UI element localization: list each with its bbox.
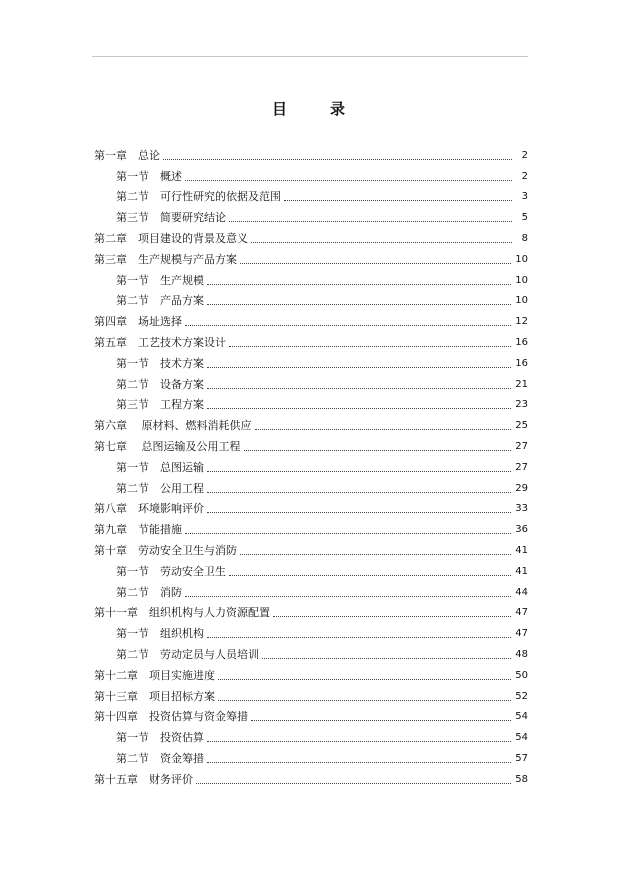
toc-dot-leader (207, 512, 511, 513)
toc-section-entry[interactable] (94, 392, 528, 413)
toc-page-number: 21 (515, 378, 528, 390)
toc-entry-label: 第一节 总图运输 (116, 460, 204, 474)
toc-section-entry[interactable] (94, 579, 528, 600)
toc-chapter-entry[interactable] (94, 662, 528, 683)
toc-section-entry[interactable] (94, 204, 528, 225)
toc-entry-label: 第四章 场址选择 (94, 315, 182, 329)
toc-chapter-entry[interactable] (94, 683, 528, 704)
toc-dot-leader (207, 408, 511, 409)
toc-entry-label: 第七章 总图运输及公用工程 (94, 439, 241, 453)
toc-entry-label: 第十章 劳动安全卫生与消防 (94, 543, 237, 557)
toc-dot-leader (163, 159, 512, 160)
toc-dot-leader (196, 783, 511, 784)
table-of-contents (94, 142, 528, 787)
toc-entry-label: 第一节 概述 (116, 169, 182, 183)
toc-chapter-entry[interactable] (94, 329, 528, 350)
toc-entry-label: 第一节 生产规模 (116, 273, 204, 287)
toc-page-number: 16 (515, 336, 528, 348)
toc-entry-label: 第十二章 项目实施进度 (94, 668, 215, 682)
toc-chapter-entry[interactable] (94, 412, 528, 433)
toc-page-number: 27 (515, 440, 528, 452)
toc-entry-label: 第六章 原材料、燃料消耗供应 (94, 419, 252, 433)
toc-dot-leader (207, 741, 511, 742)
toc-entry-label: 第二节 劳动定员与人员培训 (116, 647, 259, 661)
toc-dot-leader (207, 284, 511, 285)
toc-dot-leader (185, 325, 511, 326)
toc-dot-leader (207, 471, 511, 472)
toc-page-number: 10 (515, 295, 528, 307)
toc-dot-leader (273, 616, 511, 617)
toc-section-entry[interactable] (94, 724, 528, 745)
toc-dot-leader (207, 304, 511, 305)
toc-dot-leader (207, 492, 511, 493)
toc-dot-leader (229, 221, 512, 222)
toc-page-number: 2 (521, 170, 528, 182)
toc-section-entry[interactable] (94, 641, 528, 662)
toc-entry-label: 第十四章 投资估算与资金筹措 (94, 710, 248, 724)
toc-page-number: 23 (515, 399, 528, 411)
toc-chapter-entry[interactable] (94, 704, 528, 725)
toc-page-number: 52 (515, 690, 528, 702)
toc-page-number: 41 (515, 565, 528, 577)
toc-dot-leader (255, 429, 512, 430)
toc-section-entry[interactable] (94, 558, 528, 579)
toc-section-entry[interactable] (94, 475, 528, 496)
toc-section-entry[interactable] (94, 454, 528, 475)
toc-entry-label: 第三节 工程方案 (116, 398, 204, 412)
toc-page-number: 47 (515, 607, 528, 619)
toc-chapter-entry[interactable] (94, 433, 528, 454)
page-title: 目 录 (271, 100, 359, 118)
toc-entry-label: 第三节 简要研究结论 (116, 211, 226, 225)
toc-page-number: 10 (515, 253, 528, 265)
toc-page-number: 58 (515, 773, 528, 785)
toc-section-entry[interactable] (94, 350, 528, 371)
toc-page-number: 36 (515, 524, 528, 536)
toc-page-number: 48 (515, 648, 528, 660)
toc-dot-leader (185, 533, 511, 534)
toc-chapter-entry[interactable] (94, 516, 528, 537)
toc-dot-leader (218, 679, 511, 680)
toc-page-number: 3 (521, 191, 528, 203)
toc-entry-label: 第十三章 项目招标方案 (94, 689, 215, 703)
toc-page-number: 2 (521, 149, 528, 161)
toc-entry-label: 第二节 设备方案 (116, 377, 204, 391)
toc-page-number: 50 (515, 669, 528, 681)
toc-entry-label: 第一节 劳动安全卫生 (116, 564, 226, 578)
toc-dot-leader (185, 596, 511, 597)
toc-dot-leader (207, 762, 511, 763)
toc-chapter-entry[interactable] (94, 225, 528, 246)
toc-dot-leader (207, 637, 511, 638)
toc-section-entry[interactable] (94, 620, 528, 641)
toc-page-number: 54 (515, 711, 528, 723)
toc-page-number: 16 (515, 357, 528, 369)
toc-section-entry[interactable] (94, 745, 528, 766)
toc-dot-leader (240, 263, 511, 264)
toc-entry-label: 第九章 节能措施 (94, 523, 182, 537)
toc-entry-label: 第三章 生产规模与产品方案 (94, 252, 237, 266)
toc-page-number: 8 (521, 232, 528, 244)
toc-page-number: 54 (515, 732, 528, 744)
toc-entry-label: 第八章 环境影响评价 (94, 502, 204, 516)
toc-page-number: 12 (515, 316, 528, 328)
toc-dot-leader (244, 450, 512, 451)
toc-entry-label: 第一节 技术方案 (116, 356, 204, 370)
toc-chapter-entry[interactable] (94, 496, 528, 517)
toc-dot-leader (251, 720, 511, 721)
toc-section-entry[interactable] (94, 288, 528, 309)
toc-page-number: 41 (515, 544, 528, 556)
toc-entry-label: 第二节 消防 (116, 585, 182, 599)
toc-chapter-entry[interactable] (94, 246, 528, 267)
toc-entry-label: 第一节 组织机构 (116, 627, 204, 641)
toc-dot-leader (185, 180, 512, 181)
toc-chapter-entry[interactable] (94, 766, 528, 787)
toc-dot-leader (284, 200, 512, 201)
toc-page-number: 29 (515, 482, 528, 494)
header-rule (92, 56, 528, 57)
toc-dot-leader (229, 575, 511, 576)
toc-entry-label: 第二节 资金筹措 (116, 751, 204, 765)
toc-page-number: 47 (515, 628, 528, 640)
toc-page-number: 27 (515, 461, 528, 473)
toc-page-number: 44 (515, 586, 528, 598)
toc-entry-label: 第二节 产品方案 (116, 294, 204, 308)
toc-dot-leader (262, 658, 511, 659)
toc-page-number: 10 (515, 274, 528, 286)
toc-dot-leader (218, 700, 511, 701)
toc-section-entry[interactable] (94, 184, 528, 205)
toc-page-number: 25 (515, 420, 528, 432)
toc-page-number: 5 (521, 212, 528, 224)
toc-section-entry[interactable] (94, 163, 528, 184)
toc-chapter-entry[interactable] (94, 537, 528, 558)
toc-entry-label: 第二节 可行性研究的依据及范围 (116, 190, 281, 204)
toc-entry-label: 第二节 公用工程 (116, 481, 204, 495)
toc-chapter-entry[interactable] (94, 142, 528, 163)
toc-section-entry[interactable] (94, 267, 528, 288)
toc-dot-leader (240, 554, 511, 555)
toc-section-entry[interactable] (94, 371, 528, 392)
toc-entry-label: 第一章 总论 (94, 148, 160, 162)
toc-dot-leader (251, 242, 512, 243)
toc-entry-label: 第五章 工艺技术方案设计 (94, 335, 226, 349)
toc-dot-leader (207, 367, 511, 368)
toc-chapter-entry[interactable] (94, 600, 528, 621)
toc-page-number: 57 (515, 752, 528, 764)
toc-entry-label: 第十五章 财务评价 (94, 772, 193, 786)
toc-chapter-entry[interactable] (94, 308, 528, 329)
toc-entry-label: 第十一章 组织机构与人力资源配置 (94, 606, 270, 620)
toc-entry-label: 第二章 项目建设的背景及意义 (94, 231, 248, 245)
toc-page-number: 33 (515, 503, 528, 515)
toc-dot-leader (229, 346, 511, 347)
toc-dot-leader (207, 388, 511, 389)
toc-entry-label: 第一节 投资估算 (116, 731, 204, 745)
